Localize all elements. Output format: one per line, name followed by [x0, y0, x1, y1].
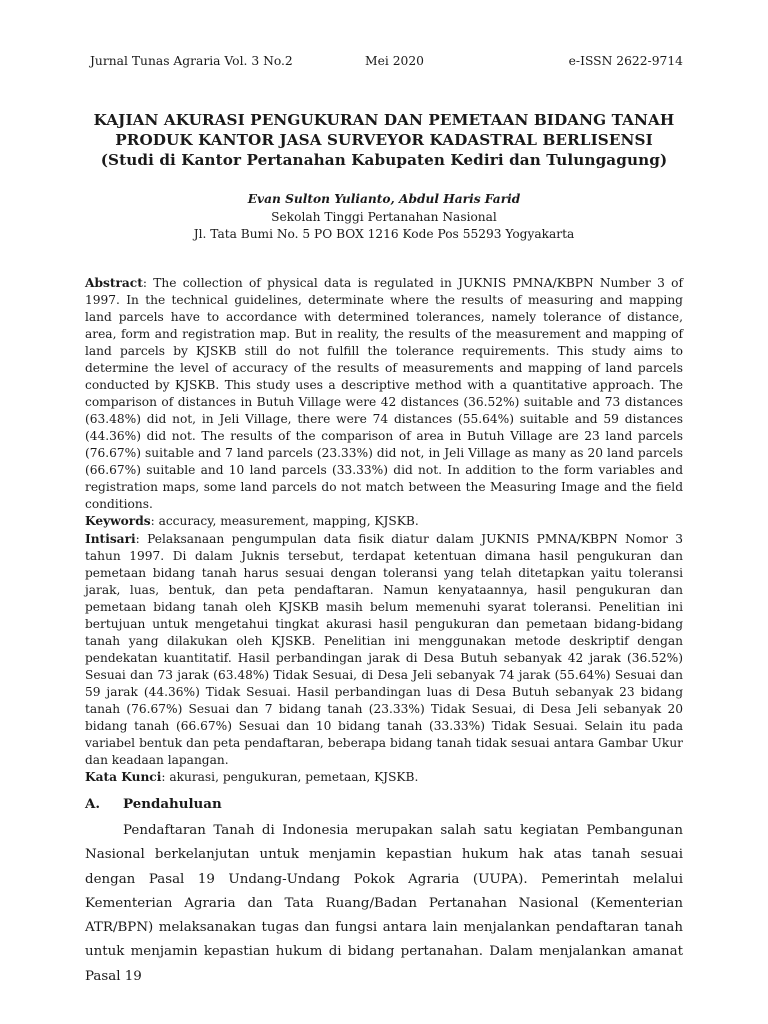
author-block — [60, 191, 708, 244]
title-subtitle: (Studi di Kantor Pertanahan Kabupaten Kediri dan Tulungagung) — [100, 151, 668, 169]
keywords-label: Keywords — [85, 514, 151, 528]
abstract-text: : The collection of physical data is regulated in JUKNIS PMNA/KBPN Number 3 of 1997. In the technical guidelines, determinate where the results of measuring and mapping land parcels have to accordance with determined tolerances, namely tolerance of distance, area, form and registration map. But in reality, the results of the measurement and mapping of land parcels by KJSKB still do not fulfill the tolerance requirements. This study aims to determine the level of accuracy of the results of measurements and mapping of land parcels conducted by KJSKB. This study uses a descriptive method with a quantitative approach. The comparison of distances in Butuh Village were 42 distances (36.52%) suitable and 73 distances (63.48%) did not, in Jeli Village, there were 74 distances (55.64%) suitable and 59 distances (44.36%) did not. The results of the comparison of area in Butuh Village are 23 land parcels (76.67%) suitable and 7 land parcels (23.33%) did not, in Jeli Village as many as 20 land parcels (66.67%) suitable and 10 land parcels (33.33%) did not. In addition to the form variables and registration maps, some land parcels do not match between the Measuring Image and the field conditions. — [85, 276, 683, 511]
intisari-text: : Pelaksanaan pengumpulan data fisik diatur dalam JUKNIS PMNA/KBPN Nomor 3 tahun 1997. Di dalam Juknis tersebut, terdapat ketentuan dimana hasil pengukuran dan pemetaan bidang tanah harus sesuai dengan toleransi yang telah ditetapkan yaitu toleransi jarak, luas, bentuk, dan peta pendaftaran. Namun kenyataannya, hasil pengukuran dan pemetaan bidang tanah oleh KJSKB masih belum memenuhi syarat toleransi. Penelitian ini bertujuan untuk mengetahui tingkat akurasi hasil pengukuran dan pemetaan bidang-bidang tanah yang dilakukan oleh KJSKB. Penelitian ini menggunakan metode deskriptif dengan pendekatan kuantitatif. Hasil perbandingan jarak di Desa Butuh sebanyak 42 jarak (36.52%) Sesuai dan 73 jarak (63.48%) Tidak Sesuai, di Desa Jeli sebanyak 74 jarak (55.64%) Sesuai dan 59 jarak (44.36%) Tidak Sesuai. Hasil perbandingan luas di Desa Butuh sebanyak 23 bidang tanah (76.67%) Sesuai dan 7 bidang tanah (23.33%) Tidak Sesuai, di Desa Jeli sebanyak 20 bidang tanah (66.67%) Sesuai dan 10 bidang tanah (33.33%) Tidak Sesuai. Selain itu pada variabel bentuk dan peta pendaftaran, beberapa bidang tanah tidak sesuai antara Gambar Ukur dan keadaan lapangan. — [85, 532, 683, 767]
section-title: Pendahuluan — [123, 796, 222, 812]
issn: e-ISSN 2622-9714 — [568, 54, 683, 68]
issue-date: Mei 2020 — [365, 54, 425, 68]
kata-kunci-text: : akurasi, pengukuran, pemetaan, KJSKB. — [161, 770, 419, 784]
kata-kunci-label: Kata Kunci — [85, 770, 162, 784]
running-header — [90, 54, 683, 70]
journal-name: Jurnal Tunas Agraria Vol. 3 No.2 — [90, 54, 293, 68]
paper-title — [60, 110, 708, 170]
title-line-1: KAJIAN AKURASI PENGUKURAN DAN PEMETAAN BIDANG TANAH — [93, 111, 675, 129]
section-number: A. — [85, 796, 101, 812]
abstract-body — [85, 275, 683, 513]
kata-kunci — [85, 769, 683, 786]
intisari-label: Intisari — [85, 532, 136, 546]
body-paragraph: Pendaftaran Tanah di Indonesia merupakan salah satu kegiatan Pembangunan Nasional berkelanjutan untuk menjamin kepastian hukum hak atas tanah sesuai dengan Pasal 19 Undang-Undang Pokok Agraria (UUPA). Pemerintah melalui Kementerian Agraria dan Tata Ruang/Badan Pertanahan Nasional (Kementerian ATR/BPN) melaksanakan tugas dan fungsi antara lain menjalankan pendaftaran tanah untuk menjamin kepastian hukum di bidang pertanahan. Dalam menjalankan amanat Pasal 19 — [85, 823, 683, 984]
keywords — [85, 513, 683, 530]
affiliation: Sekolah Tinggi Pertanahan Nasional — [271, 209, 497, 224]
author-names: Evan Sulton Yulianto, Abdul Haris Farid — [247, 192, 521, 206]
section-heading — [85, 796, 683, 812]
abstract-label: Abstract — [85, 276, 143, 290]
title-line-2: PRODUK KANTOR JASA SURVEYOR KADASTRAL BERLISENSI — [115, 131, 653, 149]
abstract — [85, 275, 683, 530]
intisari-body — [85, 531, 683, 769]
keywords-text: : accuracy, measurement, mapping, KJSKB. — [150, 514, 419, 528]
intisari — [85, 531, 683, 786]
address: Jl. Tata Bumi No. 5 PO BOX 1216 Kode Pos 55293 Yogyakarta — [193, 227, 575, 241]
